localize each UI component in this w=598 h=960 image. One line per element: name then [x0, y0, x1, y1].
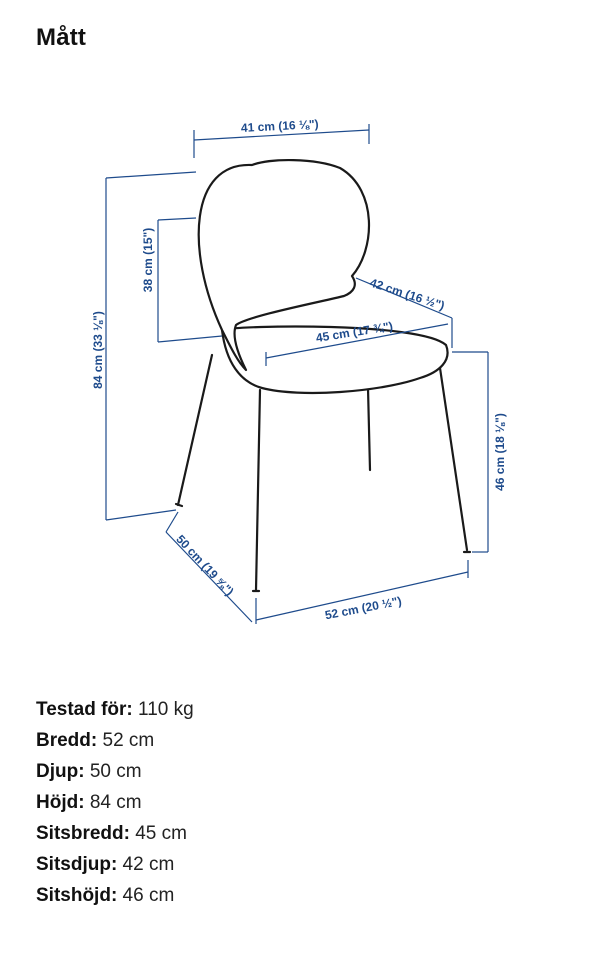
spec-row-seat-depth — [36, 849, 194, 880]
leg-foot — [176, 504, 182, 506]
spec-value: 84 cm — [84, 792, 142, 813]
label-seat-depth: 42 cm (16 ½") — [368, 275, 447, 313]
spec-value: 52 cm — [97, 730, 155, 751]
back-left-leg — [178, 355, 212, 505]
dim-tick — [166, 512, 178, 532]
label-backrest-height: 38 cm (15") — [141, 227, 155, 293]
spec-value: 45 cm — [129, 823, 187, 844]
label-total-height: 84 cm (33 ⅛") — [91, 311, 105, 389]
spec-label: Sitsbredd: — [36, 823, 130, 844]
dim-tick — [106, 510, 176, 520]
spec-value: 46 cm — [117, 885, 175, 906]
spec-label: Bredd: — [36, 730, 98, 751]
dimension-diagram — [0, 100, 598, 640]
spec-list — [36, 694, 194, 911]
dim-tick — [158, 218, 196, 220]
spec-value: 110 kg — [132, 699, 194, 720]
spec-row-height — [36, 787, 194, 818]
spec-row-seat-height — [36, 880, 194, 911]
label-depth: 50 cm (19 ⅝") — [173, 532, 237, 599]
dim-tick — [106, 172, 196, 178]
spec-label: Djup: — [36, 761, 85, 782]
front-right-leg — [440, 368, 467, 550]
spec-row-width — [36, 725, 194, 756]
spec-row-depth — [36, 756, 194, 787]
chair-drawing — [176, 160, 470, 591]
page-title: Mått — [36, 24, 87, 51]
chair-diagram-svg — [0, 100, 598, 640]
spec-label: Sitsdjup: — [36, 854, 118, 875]
label-seat-width: 45 cm (17 ¾") — [314, 319, 394, 346]
spec-label: Höjd: — [36, 792, 85, 813]
spec-value: 50 cm — [84, 761, 142, 782]
spec-row-tested-for — [36, 694, 194, 725]
dim-tick — [158, 336, 222, 342]
back-right-leg — [368, 388, 370, 470]
spec-row-seat-width — [36, 818, 194, 849]
spec-label: Testad för: — [36, 699, 133, 720]
label-width: 52 cm (20 ½") — [323, 593, 403, 623]
spec-value: 42 cm — [117, 854, 175, 875]
label-seat-height: 46 cm (18 ⅛") — [493, 413, 507, 491]
label-backrest-width: 41 cm (16 ⅛") — [240, 116, 319, 136]
front-left-leg — [256, 390, 260, 590]
spec-label: Sitshöjd: — [36, 885, 118, 906]
